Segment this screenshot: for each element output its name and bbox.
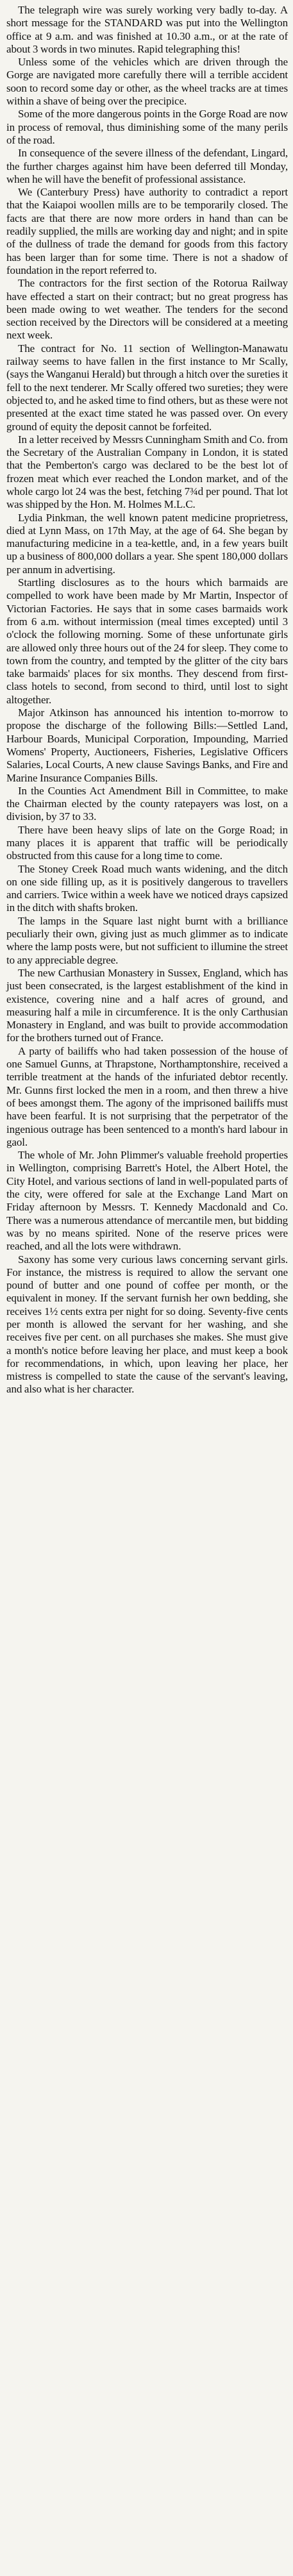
- news-paragraph-gorge-slips: There have been heavy slips of late on the Gorge Road; in many places it is apparent that traffic will be periodically obstructed from this cause for a long time to come.: [6, 823, 288, 862]
- news-paragraph-bailiffs-bees: A party of bailiffs who had taken possession of the house of one Samuel Gunns, at Thrapstone, Northamptonshire, received a terrible treatment at the hands of the infuriated debtor recently. Mr. Gunns first locked the men in a room, and then threw a hive of bees amongst them. The agony of the imprisoned bailiffs must have been fearful. It is not surprising that the perpetrator of the ingenious outrage has been sentenced to a month's hard labour in gaol.: [6, 1044, 288, 1148]
- news-paragraph-carthusian-monastery: The new Carthusian Monastery in Sussex, England, which has just been consecrated, is the largest establishment of the kind in existence, covering nine and a half acres of ground, and measuring half a mile in circumference. It is the only Carthusian Monastery in England, and was built to provide accommodation for the brothers turned out of France.: [6, 966, 288, 1044]
- news-paragraph-frozen-meat: In a letter received by Messrs Cunningham Smith and Co. from the Secretary of the Australian Company in London, it is stated that the Pemberton's cargo was declared to be the best lot of frozen meat which ever reached the London market, and of the whole cargo lot 24 was the best, fetching 7¾d per pound. That lot was shipped by the Hon. M. Holmes M.L.C.: [6, 433, 288, 511]
- news-paragraph-stoney-creek: The Stoney Creek Road much wants widening, and the ditch on one side filling up, as it is positively dangerous to travellers and carriers. Twice within a week have we noticed drays capsized in the ditch with shafts broken.: [6, 862, 288, 914]
- news-paragraph-kaiapoi-mills: We (Canterbury Press) have authority to contradict a report that the Kaiapoi woollen mills are to be temporarily closed. The facts are that there are now more orders in hand than can be readily supplied, the mills are working day and night; and in spite of the dullness of trade the demand for goods from this factory has been larger than for some time. There is not a shadow of foundation in the report referred to.: [6, 186, 288, 276]
- news-paragraph-barmaids: Startling disclosures as to the hours which barmaids are compelled to work have been made by Mr Martin, Inspector of Victorian Factories. He says that in some cases barmaids work from 6 a.m. without intermission (meal times excepted) until 3 o'clock the following morning. Some of these unfortunate girls are allowed only three hours out of the 24 for sleep. They come to town from the country, and tempted by the glitter of the city bars take barmaids' places for six months. They descend from first-class hotels to second, from second to third, until lost to sight altogether.: [6, 576, 288, 706]
- news-paragraph-atkinson-bills: Major Atkinson has announced his intention to-morrow to propose the discharge of the following Bills:—Settled Land, Harbour Boards, Municipal Corporation, Impounding, Married Womens' Property, Auctioneers, Fisheries, Legislative Officers Salaries, Local Courts, A new clause Savings Banks, and Fire and Marine Insurance Companies Bills.: [6, 707, 288, 784]
- news-paragraph-counties-act: In the Counties Act Amendment Bill in Committee, to make the Chairman elected by the county ratepayers was lost, on a division, by 37 to 33.: [6, 784, 288, 823]
- news-paragraph-manawatu-contract: The contract for No. 11 section of Wellington-Manawatu railway seems to have fallen in the first instance to Mr Scally, (says the Wanganui Herald) but through a hitch over the sureties it fell to the next tenderer. Mr Scally offered two sureties; they were objected to, and he asked time to find others, but as these were not presented at the exact time stated he was passed over. On every ground of equity the deposit cannot be forfeited.: [6, 342, 288, 433]
- news-paragraph-gorge-road-removal: Some of the more dangerous points in the Gorge Road are now in process of removal, thus diminishing some of the many perils of the road.: [6, 108, 288, 146]
- news-paragraph-saxony-servants: Saxony has some very curious laws concerning servant girls. For instance, the mistress is required to allow the servant one pound of butter and one pound of coffee per month, or the equivalent in money. If the servant furnish her own bedding, she receives 1½ cents extra per night for so doing. Seventy-five cents per month is allowed the servant for her washing, and she receives five per cent. on all purchases she makes. She must give a month's notice before leaving her place, and must keep a book for recommendations, in which, upon leaving her place, her mistress is compelled to state the cause of the servant's leaving, and also what is her character.: [6, 1253, 288, 1396]
- news-paragraph-plimmer-properties: The whole of Mr. John Plimmer's valuable freehold properties in Wellington, comprising Barrett's Hotel, the Albert Hotel, the City Hotel, and various sections of land in well-populated parts of the city, were offered for sale at the Exchange Land Mart on Friday afternoon by Messrs. T. Kennedy Macdonald and Co. There was a numerous attendance of mercantile men, but bidding was by no means spirited. None of the reserve prices were reached, and all the lots were withdrawn.: [6, 1149, 288, 1253]
- news-paragraph-square-lamps: The lamps in the Square last night burnt with a brilliance peculiarly their own, giving just as much glimmer as to indicate where the lamp posts were, but not sufficient to illumine the street to any appreciable degree.: [6, 914, 288, 966]
- news-paragraph-gorge-vehicles: Unless some of the vehicles which are driven through the Gorge are navigated more carefully there will a terrible accident soon to record some day or other, as the wheel tracks are at times within a shave of being over the precipice.: [6, 56, 288, 108]
- news-paragraph-telegraph: The telegraph wire was surely working very badly to-day. A short message for the STANDARD was put into the Wellington office at 9 a.m. and was finished at 10.30 a.m., or at the rate of about 3 words in two minutes. Rapid telegraphing this!: [6, 4, 288, 55]
- news-paragraph-lydia-pinkman: Lydia Pinkman, the well known patent medicine proprietress, died at Lynn Mass, on 17th May, at the age of 64. She began by manufacturing medicine in a tea-kettle, and, in a few years built up a business of 800,000 dollars a year. She spent 180,000 dollars per annum in advertising.: [6, 511, 288, 576]
- news-paragraph-rotorua-railway: The contractors for the first section of the Rotorua Railway have effected a start on their contract; but no great progress has been made owing to wet weather. The tenders for the second section received by the Directors will be considered at a meeting next week.: [6, 277, 288, 342]
- news-paragraph-lingard-illness: In consequence of the severe illness of the defendant, Lingard, the further charges against him have been deferred till Monday, when he will have the benefit of professional assistance.: [6, 147, 288, 185]
